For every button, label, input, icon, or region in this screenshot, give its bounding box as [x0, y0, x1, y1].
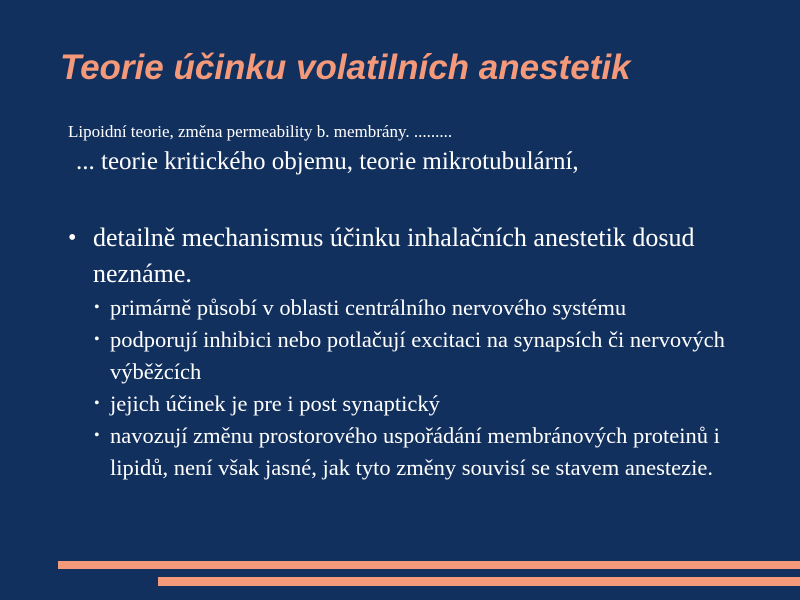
- intro-small-text: Lipoidní teorie, změna permeability b. membrány. .........: [68, 122, 453, 141]
- accent-bar-top: [58, 561, 800, 569]
- bullet-dot-icon: •: [94, 299, 100, 316]
- sub-bullet-item: [94, 420, 744, 484]
- bullet-dot-icon: •: [94, 331, 100, 348]
- main-bullet-text: detailně mechanismus účinku inhalačních anestetik dosud neznáme.: [93, 223, 695, 288]
- main-bullet: [68, 220, 748, 292]
- slide-title: Teorie účinku volatilních anestetik: [60, 48, 631, 87]
- sub-bullet-item: [94, 324, 744, 388]
- sub-bullet-text: primárně působí v oblasti centrálního nervového systému: [110, 295, 627, 320]
- bullet-dot-icon: •: [68, 225, 77, 251]
- sub-bullet-item: [94, 388, 744, 420]
- sub-bullet-text: navozují změnu prostorového uspořádání membránových proteinů i lipidů, není však jasné, jak tyto změny souvisí se stavem anestezie.: [110, 423, 720, 480]
- intro-large-text: ... teorie kritického objemu, teorie mikrotubulární,: [76, 148, 579, 175]
- sub-bullet-item: [94, 292, 744, 324]
- bullet-dot-icon: •: [94, 427, 100, 444]
- sub-bullet-list: [94, 292, 744, 484]
- sub-bullet-text: podporují inhibici nebo potlačují excitaci na synapsích či nervových výběžcích: [110, 327, 725, 384]
- accent-bar-bottom: [158, 577, 800, 586]
- sub-bullet-text: jejich účinek je pre i post synaptický: [110, 391, 440, 416]
- bullet-dot-icon: •: [94, 395, 100, 412]
